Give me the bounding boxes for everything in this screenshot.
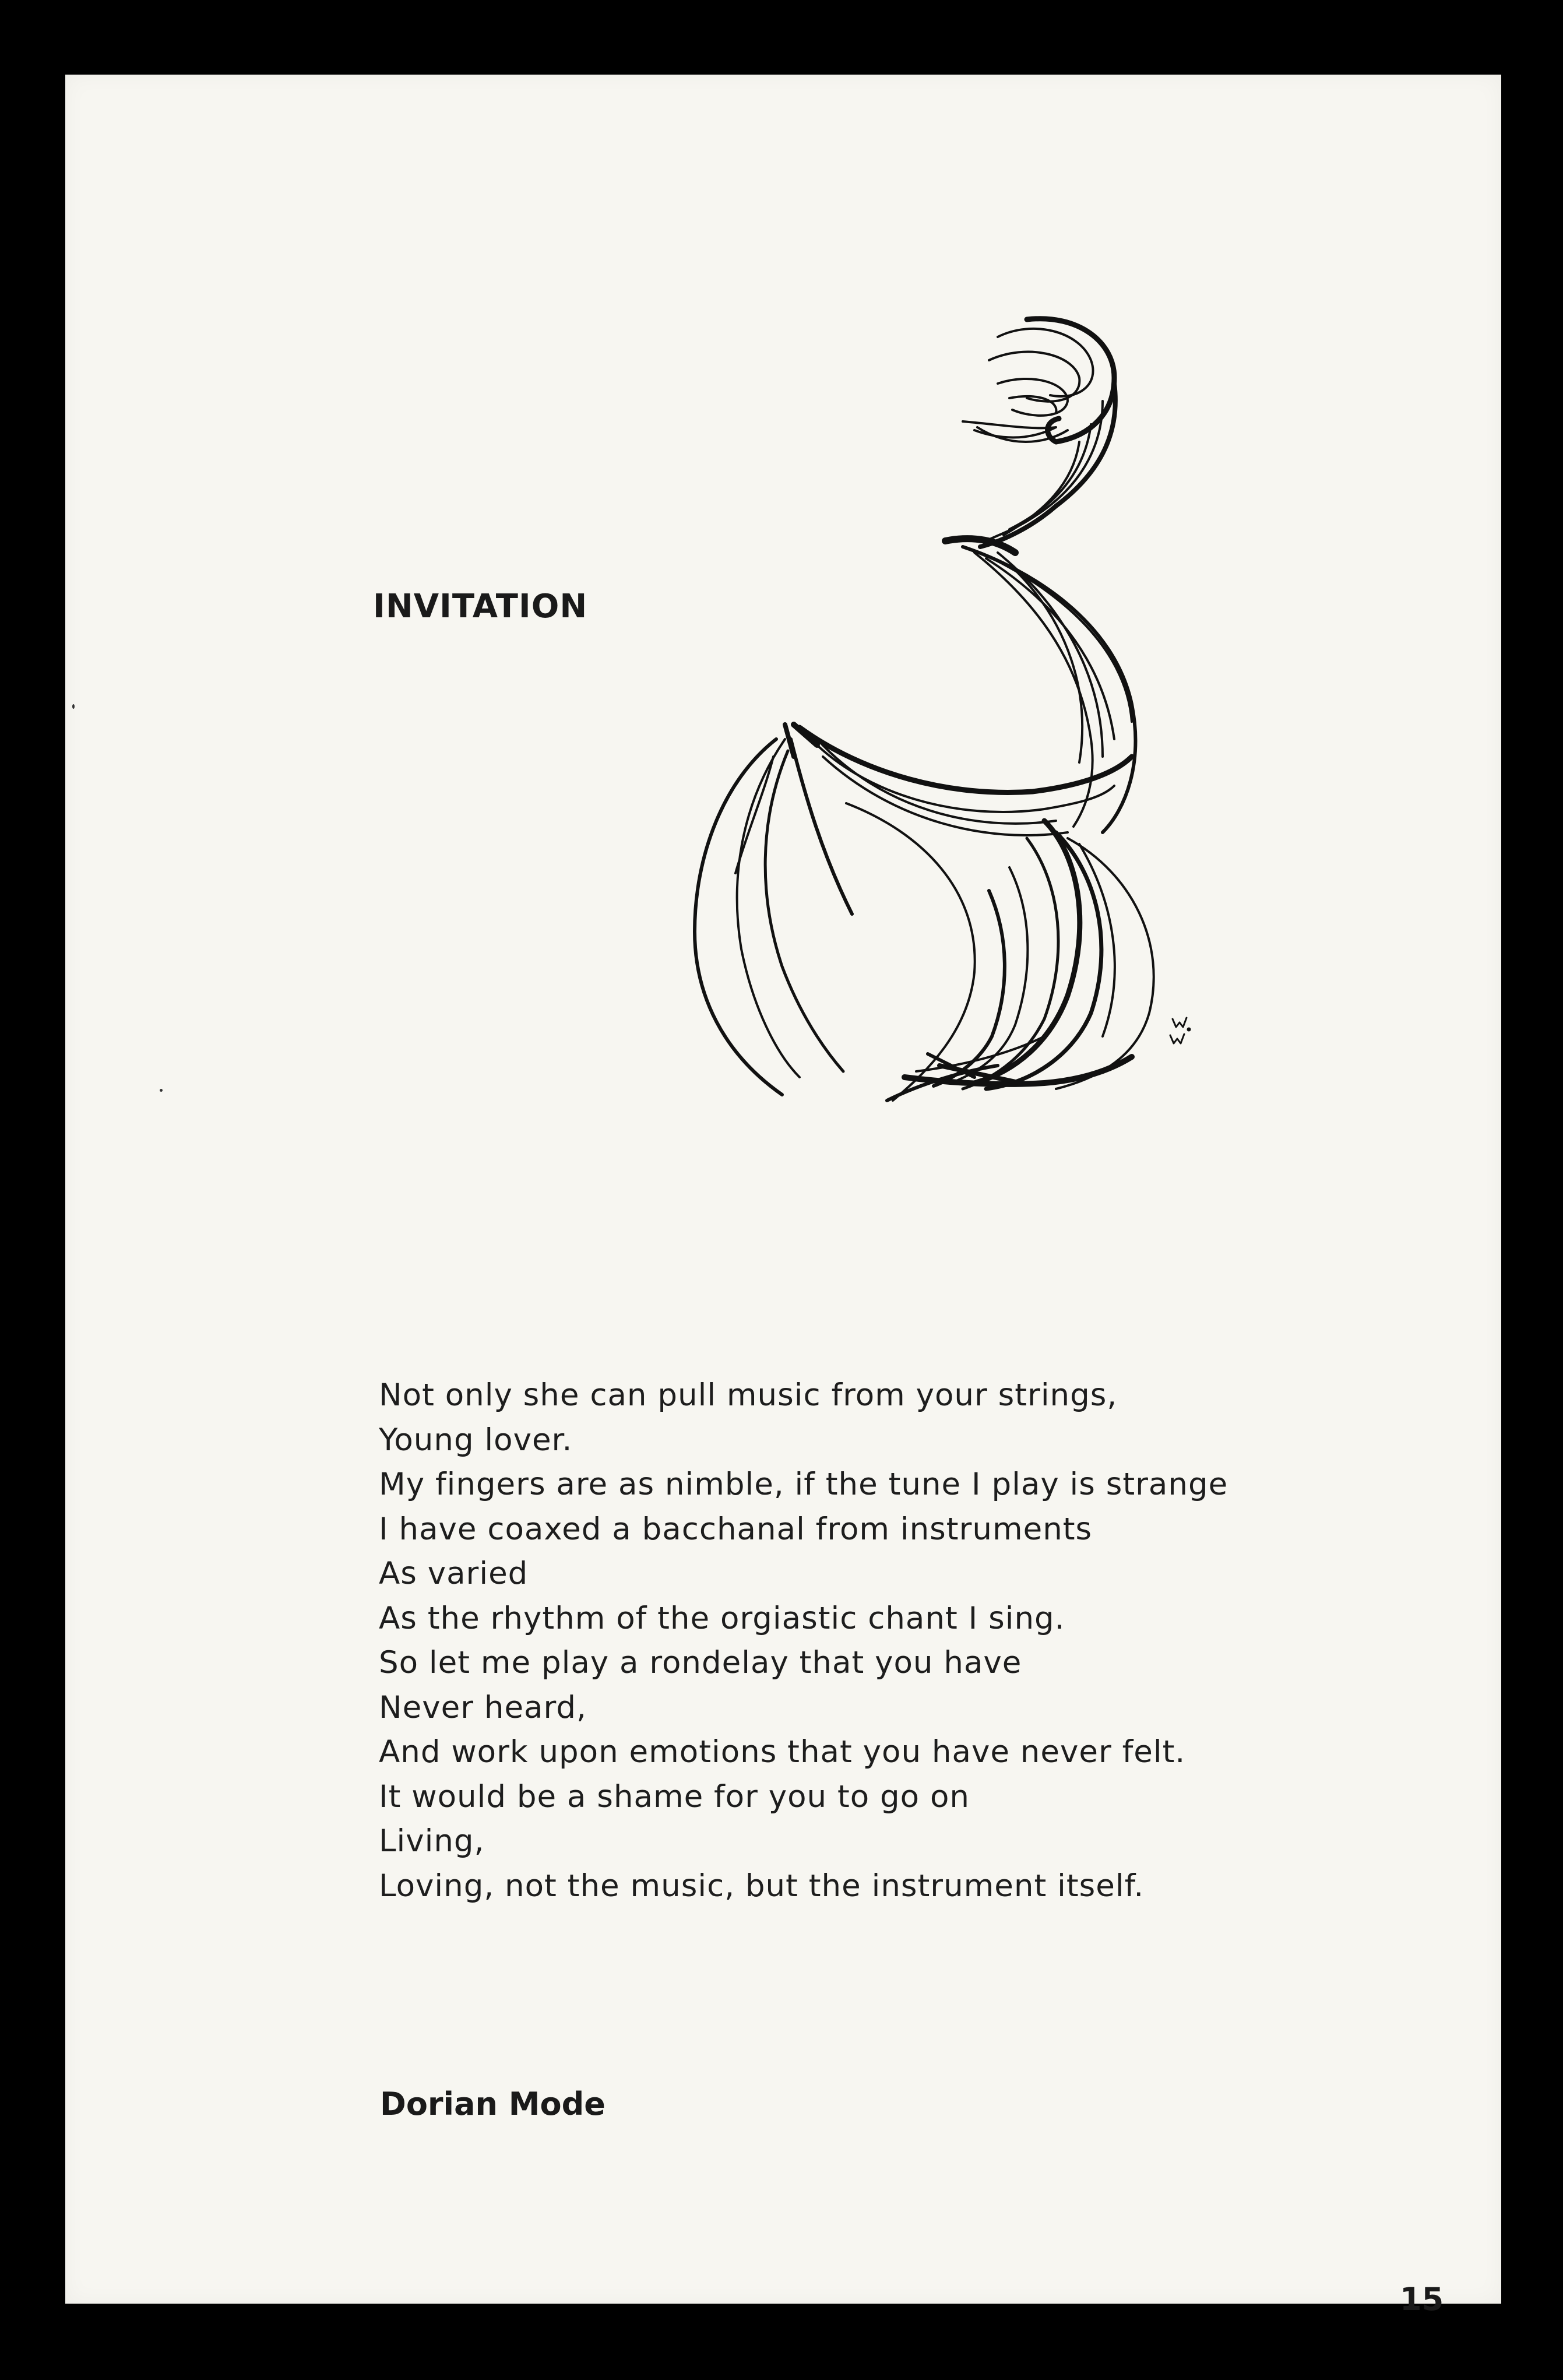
poem-line: It would be a shame for you to go on [379,1778,970,1815]
dancer-illustration [671,296,1219,1170]
poem-line: I have coaxed a bacchanal from instruments [379,1511,1093,1547]
book-page [65,75,1501,2318]
poem-line: Loving, not the music, but the instrument itself. [379,1868,1145,1904]
poem-line: Never heard, [379,1689,587,1725]
poem-line: So let me play a rondelay that you have [379,1645,1022,1681]
artist-signature [1170,1018,1190,1043]
poem-line: Not only she can pull music from your strings, [379,1377,1118,1413]
poem-line: And work upon emotions that you have never felt. [379,1734,1186,1770]
page-number: 15 [1400,2281,1444,2318]
poem-line: Young lover. [379,1422,573,1458]
paper-speck [72,704,75,709]
poem-line: Living, [379,1823,485,1859]
paper-speck [160,1089,163,1092]
left-drape [695,725,852,1095]
poem-line: As the rhythm of the orgiastic chant I sing. [379,1600,1065,1636]
poem-body [379,1373,1228,1908]
skirt-swirl [846,803,1154,1101]
poem-title: INVITATION [373,588,588,625]
poem-line: As varied [379,1556,529,1591]
poem-line: My fingers are as nimble, if the tune I play is strange [379,1467,1228,1502]
neck-lines [980,384,1115,547]
poem-author: Dorian Mode [380,2086,606,2122]
